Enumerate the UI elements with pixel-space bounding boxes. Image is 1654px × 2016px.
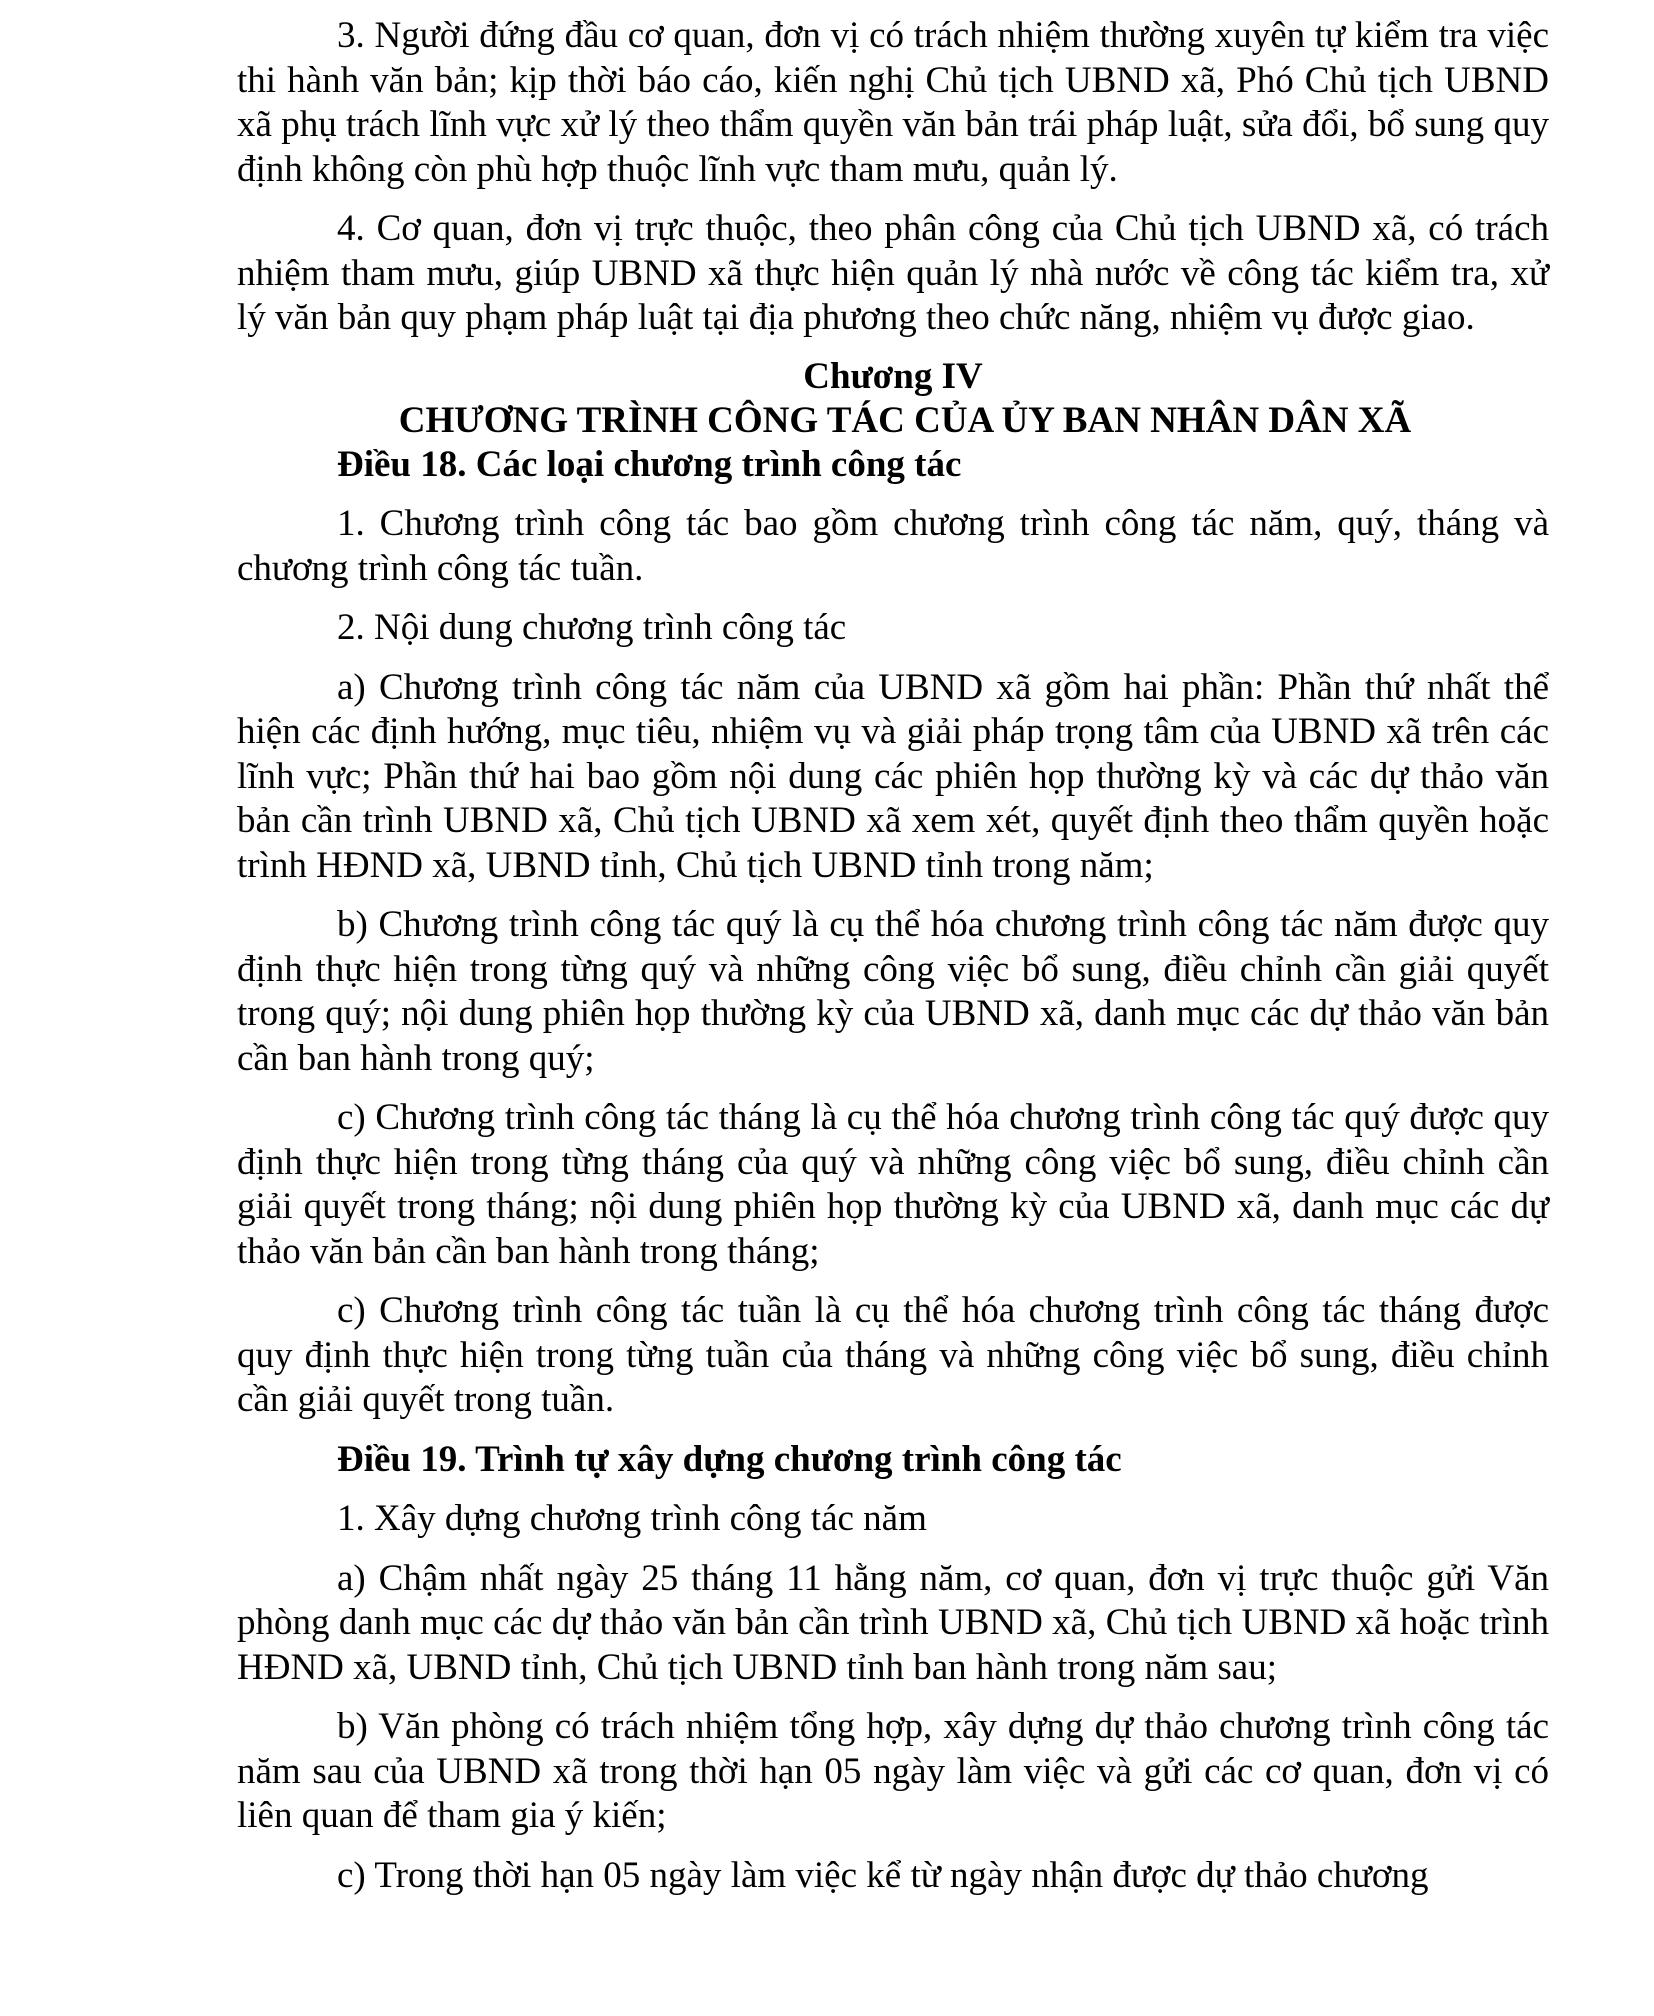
article-19-point-a: a) Chậm nhất ngày 25 tháng 11 hằng năm, cơ quan, đơn vị trực thuộc gửi Văn phòng danh mục các dự thảo văn bản cần trình UBND xã, Chủ tịch UBND xã hoặc trình HĐND xã, UBND tỉnh, Chủ tịch UBND tỉnh ban hành trong năm sau; bbox=[237, 1557, 1549, 1688]
article-19-heading: Điều 19. Trình tự xây dựng chương trình công tác bbox=[337, 1438, 1122, 1480]
paragraph-clause-3: 3. Người đứng đầu cơ quan, đơn vị có trách nhiệm thường xuyên tự kiểm tra việc thi hành văn bản; kịp thời báo cáo, kiến nghị Chủ tịch UBND xã, Phó Chủ tịch UBND xã phụ trách lĩnh vực xử lý theo thẩm quyền văn bản trái pháp luật, sửa đổi, bổ sung quy định không còn phù hợp thuộc lĩnh vực tham mưu, quản lý. bbox=[237, 15, 1549, 190]
article-18-point-b: b) Chương trình công tác quý là cụ thể hóa chương trình công tác năm được quy định thực hiện trong từng quý và những công việc bổ sung, điều chỉnh cần giải quyết trong quý; nội dung phiên họp thường kỳ của UBND xã, danh mục các dự thảo văn bản cần ban hành trong quý; bbox=[237, 904, 1549, 1079]
article-18-clause-2: 2. Nội dung chương trình công tác bbox=[337, 607, 847, 648]
article-19-clause-1: 1. Xây dựng chương trình công tác năm bbox=[337, 1498, 927, 1539]
paragraph-clause-4: 4. Cơ quan, đơn vị trực thuộc, theo phân công của Chủ tịch UBND xã, có trách nhiệm tham mưu, giúp UBND xã thực hiện quản lý nhà nước về công tác kiểm tra, xử lý văn bản quy phạm pháp luật tại địa phương theo chức năng, nhiệm vụ được giao. bbox=[237, 208, 1549, 338]
chapter-number: Chương IV bbox=[803, 355, 983, 397]
chapter-title: CHƯƠNG TRÌNH CÔNG TÁC CỦA ỦY BAN NHÂN DÂN XÃ bbox=[398, 399, 1412, 441]
article-18-clause-1: 1. Chương trình công tác bao gồm chương trình công tác năm, quý, tháng và chương trình công tác tuần. bbox=[237, 503, 1549, 589]
article-18-point-c-week: c) Chương trình công tác tuần là cụ thể hóa chương trình công tác tháng được quy định thực hiện trong từng tuần của tháng và những công việc bổ sung, điều chỉnh cần giải quyết trong tuần. bbox=[237, 1290, 1549, 1420]
document-page bbox=[237, 14, 1549, 1898]
article-19-point-c: c) Trong thời hạn 05 ngày làm việc kể từ ngày nhận được dự thảo chương bbox=[337, 1854, 1429, 1896]
article-18-point-c-month: c) Chương trình công tác tháng là cụ thể hóa chương trình công tác quý được quy định thực hiện trong từng tháng của quý và những công việc bổ sung, điều chỉnh cần giải quyết trong tháng; nội dung phiên họp thường kỳ của UBND xã, danh mục các dự thảo văn bản cần ban hành trong tháng; bbox=[237, 1097, 1549, 1272]
article-18-heading: Điều 18. Các loại chương trình công tác bbox=[337, 443, 962, 485]
article-19-point-b: b) Văn phòng có trách nhiệm tổng hợp, xây dựng dự thảo chương trình công tác năm sau của UBND xã trong thời hạn 05 ngày làm việc và gửi các cơ quan, đơn vị có liên quan để tham gia ý kiến; bbox=[237, 1706, 1549, 1836]
article-18-point-a: a) Chương trình công tác năm của UBND xã gồm hai phần: Phần thứ nhất thể hiện các định hướng, mục tiêu, nhiệm vụ và giải pháp trọng tâm của UBND xã trên các lĩnh vực; Phần thứ hai bao gồm nội dung các phiên họp thường kỳ và các dự thảo văn bản cần trình UBND xã, Chủ tịch UBND xã xem xét, quyết định theo thẩm quyền hoặc trình HĐND xã, UBND tỉnh, Chủ tịch UBND tỉnh trong năm; bbox=[237, 666, 1549, 886]
